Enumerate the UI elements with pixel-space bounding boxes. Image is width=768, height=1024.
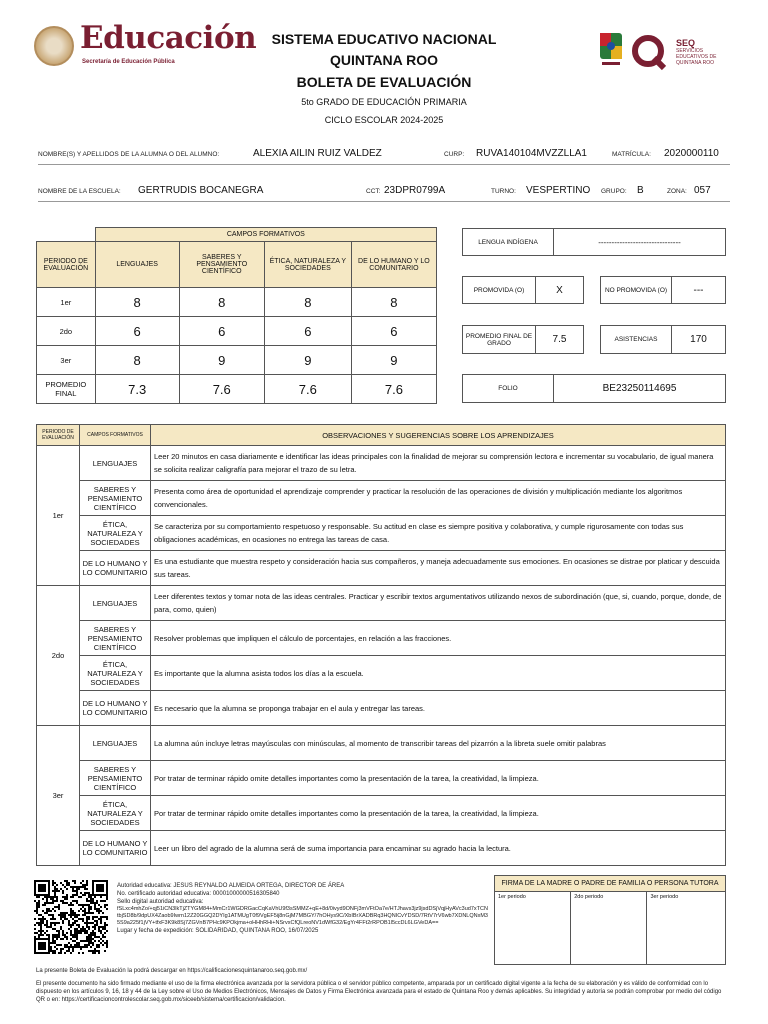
- period-cell: 1er: [37, 288, 96, 317]
- grupo-label: GRUPO:: [601, 188, 627, 195]
- promedio-cell: 7.6: [179, 375, 264, 404]
- asistencias-box: [600, 325, 726, 354]
- obs-periodo-header: PERIODO DE EVALUACIÓN: [37, 425, 80, 446]
- lengua-label: LENGUA INDÍGENA: [463, 229, 554, 256]
- table-row: [37, 586, 726, 621]
- curp-label: CURP:: [444, 151, 465, 158]
- col-saberes: SABERES Y PENSAMIENTO CIENTÍFICO: [179, 242, 264, 288]
- col-lenguajes: LENGUAJES: [95, 242, 179, 288]
- grade-cell: 6: [351, 317, 436, 346]
- obs-campo-cell: ÉTICA, NATURALEZA Y SOCIEDADES: [80, 796, 151, 831]
- grade-cell: 6: [264, 317, 351, 346]
- asistencias-label: ASISTENCIAS: [601, 326, 672, 354]
- obs-campos-header: CAMPOS FORMATIVOS: [80, 425, 151, 446]
- grade-line: 5to GRADO DE EDUCACIÓN PRIMARIA: [301, 97, 467, 107]
- qr-code: [34, 880, 108, 954]
- obs-text-cell: Es necesario que la alumna se proponga trabajar en el aula y entregar las tareas.: [151, 691, 726, 726]
- matricula-value: 2020000110: [664, 148, 719, 159]
- seq-q-logo-icon: [630, 34, 670, 72]
- firma-period-1: 1er periodo: [495, 892, 571, 965]
- obs-campo-cell: ÉTICA, NATURALEZA Y SOCIEDADES: [80, 516, 151, 551]
- periodo-header: PERIODO DE EVALUACIÓN: [37, 242, 96, 288]
- table-row: [37, 375, 437, 404]
- table-row: [37, 551, 726, 586]
- no-promovida-label: NO PROMOVIDA (O): [601, 277, 672, 304]
- zona-label: ZONA:: [667, 188, 687, 195]
- grade-cell: 8: [95, 288, 179, 317]
- obs-text-cell: Resolver problemas que impliquen el cálculo de porcentajes, en relación a las fracciones.: [151, 621, 726, 656]
- obs-campo-cell: LENGUAJES: [80, 446, 151, 481]
- no-promovida-box: [600, 276, 726, 304]
- seq-sub: SERVICIOS EDUCATIVOS DE QUINTANA ROO: [676, 48, 717, 66]
- obs-text-cell: Por tratar de terminar rápido omite detalles importantes como la presentación de la tarea, la creatividad, la limpieza.: [151, 796, 726, 831]
- title-line-3: BOLETA DE EVALUACIÓN: [296, 74, 472, 90]
- campos-header: CAMPOS FORMATIVOS: [95, 228, 436, 242]
- obs-text-cell: Leer diferentes textos y tomar nota de las ideas centrales. Practicar y escribir textos argumentativos utilizando nexos de subordinación (que, si, cuando, porque, donde, de para, como, quien): [151, 586, 726, 621]
- obs-period-cell: 3er: [37, 726, 80, 866]
- obs-text-cell: La alumna aún incluye letras mayúsculas con minúsculas, al momento de transcribir tareas del pizarrón a la libreta suele omitir palabras: [151, 726, 726, 761]
- lengua-indigena-box: [462, 228, 726, 256]
- autoridad-text: Autoridad educativa: JESUS REYNALDO ALMEIDA ORTEGA, DIRECTOR DE ÁREA: [117, 883, 345, 889]
- school-label: NOMBRE DE LA ESCUELA:: [38, 188, 121, 195]
- lengua-value: -------------------------------: [554, 229, 726, 256]
- signature-table: [494, 875, 726, 965]
- folio-box: [462, 374, 726, 403]
- promovida-value: X: [536, 277, 584, 304]
- grade-cell: 6: [179, 317, 264, 346]
- obs-text-cell: Presenta como área de oportunidad el aprendizaje comprender y practicar la resolución de las operaciones de división y multiplicación mediante los algoritmos convencionales.: [151, 481, 726, 516]
- table-row: [37, 346, 437, 375]
- promedio-final-value: 7.5: [536, 326, 584, 354]
- promovida-box: [462, 276, 584, 304]
- school-value: GERTRUDIS BOCANEGRA: [138, 185, 264, 196]
- obs-campo-cell: DE LO HUMANO Y LO COMUNITARIO: [80, 551, 151, 586]
- obs-period-cell: 1er: [37, 446, 80, 586]
- folio-value: BE23250114695: [554, 375, 726, 403]
- seq-title: SEQ: [676, 38, 696, 48]
- authority-block: [117, 882, 489, 935]
- table-row: [37, 726, 726, 761]
- seq-logo-text: [676, 38, 722, 66]
- table-row: [37, 761, 726, 796]
- matricula-label: MATRÍCULA:: [612, 151, 651, 158]
- firma-period-2: 2do periodo: [571, 892, 647, 965]
- lugar-text: Lugar y fecha de expedición: SOLIDARIDAD, QUINTANA ROO, 16/07/2025: [117, 928, 319, 934]
- obs-period-cell: 2do: [37, 586, 80, 726]
- grade-cell: 8: [95, 346, 179, 375]
- obs-campo-cell: SABERES Y PENSAMIENTO CIENTÍFICO: [80, 481, 151, 516]
- grade-cell: 9: [351, 346, 436, 375]
- turno-label: TURNO:: [491, 188, 516, 195]
- obs-text-cell: Por tratar de terminar rápido omite detalles importantes como la presentación de la tarea, la creatividad, la limpieza.: [151, 761, 726, 796]
- obs-campo-cell: LENGUAJES: [80, 586, 151, 621]
- table-row: [37, 288, 437, 317]
- obs-campo-cell: SABERES Y PENSAMIENTO CIENTÍFICO: [80, 761, 151, 796]
- coat-of-arms-icon: [34, 26, 74, 66]
- grade-cell: 9: [179, 346, 264, 375]
- promedio-cell: 7.6: [351, 375, 436, 404]
- title-line-1: SISTEMA EDUCATIVO NACIONAL: [271, 31, 497, 47]
- observations-table: [36, 424, 726, 866]
- obs-text-cell: Es una estudiante que muestra respeto y consideración hacia sus compañeros, y maneja adecuadamente sus emociones. En ocasiones se distrae por platicar y descuida sus tareas.: [151, 551, 726, 586]
- cct-value: 23DPR0799A: [384, 185, 446, 196]
- name-label: NOMBRE(S) Y APELLIDOS DE LA ALUMNA O DEL ALUMNO:: [38, 151, 220, 158]
- sello-text: fSLxc4mhZo/+qj51iCN3lkTjZTYGM84+MmCr1WGDRGacCqKaVhU9f3sSMMZ+qE+8d/0ivyd9ONFj3mVFtOa7e/HTJhavs3jz9jsdDSjVqjHyAVc3ud7xTCNtbjSD8b/9dpUX4Zaob9Iwrn12Z20GGQ2DYIg1ATMUgT0f9VgEF5ij8nGjM7MBGY/7hOHys9C/XbIBrXADBRq3HQNICvYDSD/7RtV7rV6wb7XDNLQNxM35S9a225f1jVY+tfxF3K9k8Sj7ZGVnB7PHc9KPOkjma+oHHhRHi+NSrvxCfQLreoNV1dWfG32/EgYr4FFt2rRPOB1l5ccDL6LGVeDA==: [117, 906, 488, 926]
- brand-text: Educación: [80, 20, 257, 56]
- firma-title: FIRMA DE LA MADRE O PADRE DE FAMILIA O PERSONA TUTORA: [495, 876, 726, 892]
- promedio-cell: 7.6: [264, 375, 351, 404]
- obs-text-cell: Leer un libro del agrado de la alumna será de suma importancia para encaminar su agrado hacia la lectura.: [151, 831, 726, 866]
- cycle-line: CICLO ESCOLAR 2024-2025: [324, 115, 444, 125]
- grade-cell: 9: [264, 346, 351, 375]
- quintana-roo-shield-icon: [598, 31, 624, 71]
- promedio-final-box: [462, 325, 584, 354]
- obs-campo-cell: LENGUAJES: [80, 726, 151, 761]
- table-row: [37, 796, 726, 831]
- grades-table: [36, 227, 437, 404]
- download-text: La presente Boleta de Evaluación la podrá descargar en https://calificacionesquintanaroo.seq.gob.mx/: [36, 968, 308, 974]
- grade-cell: 6: [95, 317, 179, 346]
- table-row: [37, 621, 726, 656]
- table-row: [37, 831, 726, 866]
- obs-text-cell: Es importante que la alumna asista todos los días a la escuela.: [151, 656, 726, 691]
- table-row: [37, 317, 437, 346]
- brand-subtext: Secretaría de Educación Pública: [82, 59, 175, 65]
- cct-label: CCT:: [366, 188, 381, 195]
- divider: [38, 201, 730, 202]
- promedio-cell: 7.3: [95, 375, 179, 404]
- firma-period-3: 3er periodo: [647, 892, 726, 965]
- table-row: [37, 691, 726, 726]
- folio-label: FOLIO: [463, 375, 554, 403]
- zona-value: 057: [694, 185, 711, 196]
- period-cell: 3er: [37, 346, 96, 375]
- table-row: [37, 481, 726, 516]
- asistencias-value: 170: [672, 326, 726, 354]
- divider: [38, 164, 730, 165]
- turno-value: VESPERTINO: [526, 185, 591, 196]
- promedio-final-label: PROMEDIO FINAL DE GRADO: [463, 326, 536, 354]
- grupo-value: B: [637, 185, 644, 196]
- promedio-label: PROMEDIO FINAL: [37, 375, 96, 404]
- grade-cell: 8: [351, 288, 436, 317]
- grade-cell: 8: [179, 288, 264, 317]
- obs-campo-cell: ÉTICA, NATURALEZA Y SOCIEDADES: [80, 656, 151, 691]
- certificado-text: No. certificado autoridad educativa: 00001000000516305840: [117, 891, 280, 897]
- obs-text-cell: Leer 20 minutos en casa diariamente e identificar las ideas principales con la finalidad de mejorar su comprensión lectora e incrementar su vocabulario, de igual manera se solicita realizar caligrafía para mejorar el trazo de su letra.: [151, 446, 726, 481]
- curp-value: RUVA140104MVZZLLA1: [476, 148, 587, 159]
- obs-campo-cell: DE LO HUMANO Y LO COMUNITARIO: [80, 691, 151, 726]
- title-line-2: QUINTANA ROO: [329, 52, 439, 68]
- table-row: [37, 656, 726, 691]
- col-humano: DE LO HUMANO Y LO COMUNITARIO: [351, 242, 436, 288]
- grade-cell: 8: [264, 288, 351, 317]
- period-cell: 2do: [37, 317, 96, 346]
- obs-text-cell: Se caracteriza por su comportamiento respetuoso y responsable. Su actitud en clase es siempre positiva y colaborativa, y cumple rigurosamente con todas sus obligaciones académicas, en ocasiones no entrega las tareas de casa.: [151, 516, 726, 551]
- col-etica: ÉTICA, NATURALEZA Y SOCIEDADES: [264, 242, 351, 288]
- obs-campo-cell: DE LO HUMANO Y LO COMUNITARIO: [80, 831, 151, 866]
- table-row: [37, 446, 726, 481]
- obs-campo-cell: SABERES Y PENSAMIENTO CIENTÍFICO: [80, 621, 151, 656]
- sello-label: Sello digital autoridad educativa:: [117, 899, 204, 905]
- no-promovida-value: ---: [672, 277, 726, 304]
- promovida-label: PROMOVIDA (O): [463, 277, 536, 304]
- obs-header: OBSERVACIONES Y SUGERENCIAS SOBRE LOS APRENDIZAJES: [151, 425, 726, 446]
- legal-text: El presente documento ha sido firmado mediante el uso de la firma electrónica avanzada por la servidora pública o el servidor público competente, amparada por un certificado digital vigente a la fecha de su elaboración y es válido de conformidad con lo dispuesto en los artículos 9, 16, 18 y 44 de la Ley sobre el Uso de Medios Electrónicos, Mensajes de Datos y Firma Electrónica avanzada para el estado de Quintana Roo y demás aplicables. Su integridad y autoría se podrán comprobar por medio del código QR o en: https://certificacioncontrolescolar.seq.gob.mx/siceeb/sistema/certificacion/validacion.: [36, 981, 722, 1003]
- student-name: ALEXIA AILIN RUIZ VALDEZ: [253, 148, 382, 159]
- table-row: [37, 516, 726, 551]
